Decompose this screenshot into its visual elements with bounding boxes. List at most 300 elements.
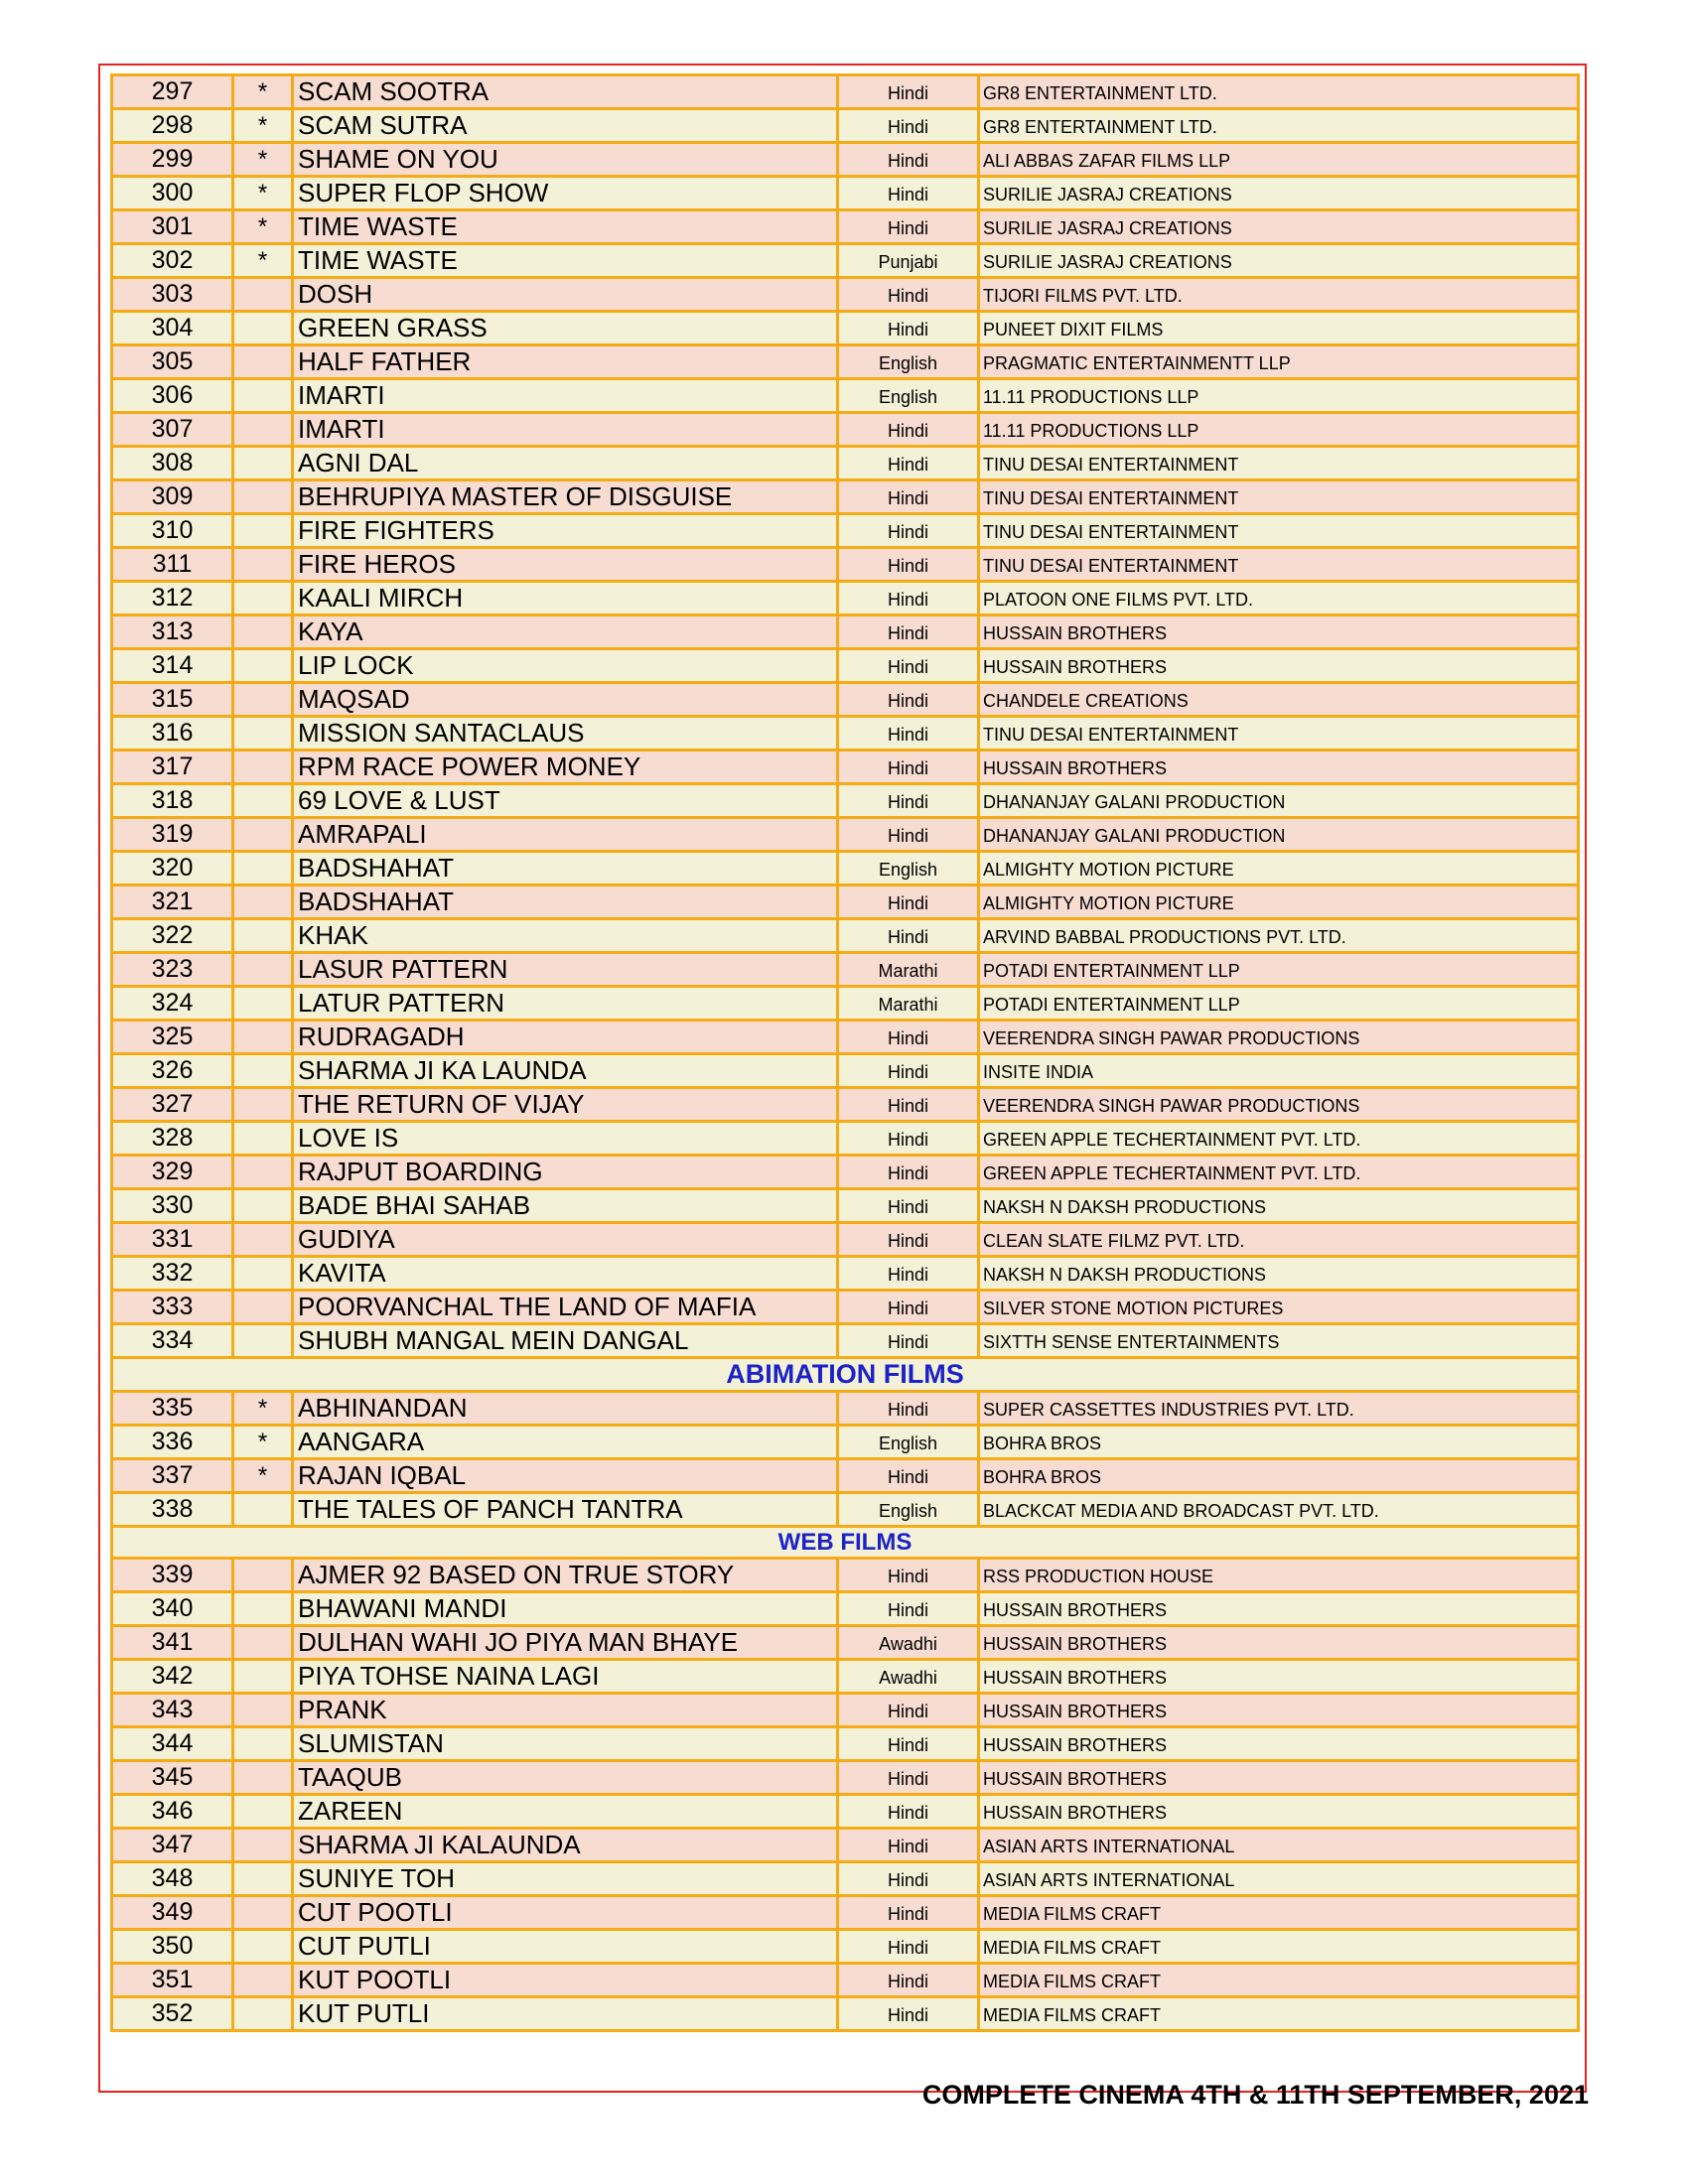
serial-number: 345 — [112, 1761, 233, 1795]
producer-name: VEERENDRA SINGH PAWAR PRODUCTIONS — [979, 1021, 1579, 1054]
serial-number: 347 — [112, 1829, 233, 1862]
producer-name: ASIAN ARTS INTERNATIONAL — [979, 1862, 1579, 1896]
language: Hindi — [838, 514, 979, 548]
film-title: ZAREEN — [293, 1795, 838, 1829]
serial-number: 316 — [112, 717, 233, 751]
film-title: AJMER 92 BASED ON TRUE STORY — [293, 1559, 838, 1592]
producer-name: GREEN APPLE TECHERTAINMENT PVT. LTD. — [979, 1122, 1579, 1156]
table-row — [112, 683, 1579, 717]
star-mark — [233, 1122, 293, 1156]
film-title: AMRAPALI — [293, 818, 838, 852]
language: Hindi — [838, 1223, 979, 1257]
film-title: GREEN GRASS — [293, 312, 838, 345]
film-title: SUPER FLOP SHOW — [293, 177, 838, 210]
star-mark — [233, 1324, 293, 1358]
star-mark — [233, 1592, 293, 1626]
section-heading: WEB FILMS — [112, 1527, 1579, 1559]
producer-name: TINU DESAI ENTERTAINMENT — [979, 548, 1579, 582]
table-row — [112, 379, 1579, 413]
producer-name: ALMIGHTY MOTION PICTURE — [979, 886, 1579, 919]
film-title: LASUR PATTERN — [293, 953, 838, 987]
language: Hindi — [838, 886, 979, 919]
serial-number: 309 — [112, 480, 233, 514]
star-mark — [233, 582, 293, 615]
language: Hindi — [838, 548, 979, 582]
star-mark — [233, 1021, 293, 1054]
film-title: AGNI DAL — [293, 447, 838, 480]
language: Hindi — [838, 447, 979, 480]
film-title: RAJAN IQBAL — [293, 1459, 838, 1493]
language: Hindi — [838, 1862, 979, 1896]
language: Hindi — [838, 1694, 979, 1727]
star-mark: * — [233, 109, 293, 143]
table-row — [112, 109, 1579, 143]
table-row — [112, 1392, 1579, 1426]
star-mark: * — [233, 244, 293, 278]
language: Hindi — [838, 210, 979, 244]
star-mark — [233, 1626, 293, 1660]
film-title: IMARTI — [293, 413, 838, 447]
table-row — [112, 1054, 1579, 1088]
film-title: TIME WASTE — [293, 244, 838, 278]
serial-number: 317 — [112, 751, 233, 784]
producer-name: TIJORI FILMS PVT. LTD. — [979, 278, 1579, 312]
star-mark — [233, 987, 293, 1021]
serial-number: 351 — [112, 1964, 233, 1997]
star-mark — [233, 1761, 293, 1795]
star-mark — [233, 1156, 293, 1189]
star-mark — [233, 480, 293, 514]
serial-number: 324 — [112, 987, 233, 1021]
star-mark — [233, 818, 293, 852]
star-mark: * — [233, 143, 293, 177]
table-row — [112, 1626, 1579, 1660]
table-row — [112, 784, 1579, 818]
star-mark — [233, 649, 293, 683]
table-row — [112, 345, 1579, 379]
table-row — [112, 1088, 1579, 1122]
language: Marathi — [838, 953, 979, 987]
language: Hindi — [838, 1896, 979, 1930]
serial-number: 311 — [112, 548, 233, 582]
star-mark — [233, 717, 293, 751]
serial-number: 330 — [112, 1189, 233, 1223]
producer-name: SIXTTH SENSE ENTERTAINMENTS — [979, 1324, 1579, 1358]
language: Hindi — [838, 1122, 979, 1156]
producer-name: MEDIA FILMS CRAFT — [979, 1964, 1579, 1997]
language: Hindi — [838, 1088, 979, 1122]
star-mark — [233, 784, 293, 818]
serial-number: 322 — [112, 919, 233, 953]
serial-number: 307 — [112, 413, 233, 447]
serial-number: 335 — [112, 1392, 233, 1426]
star-mark — [233, 1896, 293, 1930]
film-title: KAYA — [293, 615, 838, 649]
producer-name: MEDIA FILMS CRAFT — [979, 1930, 1579, 1964]
film-title: RAJPUT BOARDING — [293, 1156, 838, 1189]
producer-name: HUSSAIN BROTHERS — [979, 751, 1579, 784]
star-mark — [233, 413, 293, 447]
serial-number: 320 — [112, 852, 233, 886]
producer-name: ARVIND BABBAL PRODUCTIONS PVT. LTD. — [979, 919, 1579, 953]
table-row — [112, 852, 1579, 886]
serial-number: 342 — [112, 1660, 233, 1694]
film-list-table — [110, 73, 1580, 2032]
producer-name: HUSSAIN BROTHERS — [979, 1761, 1579, 1795]
table-row — [112, 548, 1579, 582]
language: Hindi — [838, 143, 979, 177]
producer-name: 11.11 PRODUCTIONS LLP — [979, 413, 1579, 447]
producer-name: CLEAN SLATE FILMZ PVT. LTD. — [979, 1223, 1579, 1257]
serial-number: 302 — [112, 244, 233, 278]
serial-number: 312 — [112, 582, 233, 615]
film-title: RPM RACE POWER MONEY — [293, 751, 838, 784]
table-row — [112, 649, 1579, 683]
star-mark — [233, 1997, 293, 2031]
producer-name: TINU DESAI ENTERTAINMENT — [979, 480, 1579, 514]
table-row — [112, 143, 1579, 177]
language: Hindi — [838, 109, 979, 143]
film-title: SHARMA JI KALAUNDA — [293, 1829, 838, 1862]
film-title: PIYA TOHSE NAINA LAGI — [293, 1660, 838, 1694]
producer-name: HUSSAIN BROTHERS — [979, 1795, 1579, 1829]
film-title: KAVITA — [293, 1257, 838, 1291]
serial-number: 319 — [112, 818, 233, 852]
language: Awadhi — [838, 1660, 979, 1694]
film-list-body — [112, 75, 1579, 2031]
film-title: KUT POOTLI — [293, 1964, 838, 1997]
serial-number: 350 — [112, 1930, 233, 1964]
film-title: SHUBH MANGAL MEIN DANGAL — [293, 1324, 838, 1358]
producer-name: SURILIE JASRAJ CREATIONS — [979, 177, 1579, 210]
serial-number: 314 — [112, 649, 233, 683]
film-title: THE TALES OF PANCH TANTRA — [293, 1493, 838, 1527]
producer-name: HUSSAIN BROTHERS — [979, 649, 1579, 683]
language: English — [838, 379, 979, 413]
table-row — [112, 582, 1579, 615]
star-mark — [233, 1829, 293, 1862]
serial-number: 329 — [112, 1156, 233, 1189]
language: Hindi — [838, 1291, 979, 1324]
producer-name: POTADI ENTERTAINMENT LLP — [979, 987, 1579, 1021]
language: Hindi — [838, 683, 979, 717]
film-title: KUT PUTLI — [293, 1997, 838, 2031]
star-mark — [233, 852, 293, 886]
star-mark — [233, 1291, 293, 1324]
language: Hindi — [838, 1189, 979, 1223]
producer-name: HUSSAIN BROTHERS — [979, 1592, 1579, 1626]
star-mark — [233, 1660, 293, 1694]
film-title: SCAM SOOTRA — [293, 75, 838, 109]
producer-name: NAKSH N DAKSH PRODUCTIONS — [979, 1189, 1579, 1223]
serial-number: 339 — [112, 1559, 233, 1592]
language: English — [838, 852, 979, 886]
star-mark: * — [233, 1459, 293, 1493]
producer-name: HUSSAIN BROTHERS — [979, 1727, 1579, 1761]
serial-number: 334 — [112, 1324, 233, 1358]
film-title: SLUMISTAN — [293, 1727, 838, 1761]
serial-number: 306 — [112, 379, 233, 413]
star-mark — [233, 1930, 293, 1964]
film-title: BADE BHAI SAHAB — [293, 1189, 838, 1223]
language: Hindi — [838, 1054, 979, 1088]
language: Hindi — [838, 1257, 979, 1291]
serial-number: 331 — [112, 1223, 233, 1257]
producer-name: TINU DESAI ENTERTAINMENT — [979, 717, 1579, 751]
star-mark — [233, 514, 293, 548]
star-mark — [233, 312, 293, 345]
film-title: DULHAN WAHI JO PIYA MAN BHAYE — [293, 1626, 838, 1660]
film-title: FIRE FIGHTERS — [293, 514, 838, 548]
language: Hindi — [838, 75, 979, 109]
star-mark — [233, 1189, 293, 1223]
table-row — [112, 1324, 1579, 1358]
serial-number: 333 — [112, 1291, 233, 1324]
producer-name: HUSSAIN BROTHERS — [979, 615, 1579, 649]
producer-name: PRAGMATIC ENTERTAINMENTT LLP — [979, 345, 1579, 379]
star-mark — [233, 1223, 293, 1257]
star-mark — [233, 548, 293, 582]
producer-name: GREEN APPLE TECHERTAINMENT PVT. LTD. — [979, 1156, 1579, 1189]
serial-number: 310 — [112, 514, 233, 548]
film-title: LOVE IS — [293, 1122, 838, 1156]
language: Hindi — [838, 717, 979, 751]
table-row — [112, 1795, 1579, 1829]
language: Hindi — [838, 615, 979, 649]
producer-name: ASIAN ARTS INTERNATIONAL — [979, 1829, 1579, 1862]
film-title: TAAQUB — [293, 1761, 838, 1795]
serial-number: 344 — [112, 1727, 233, 1761]
film-title: LIP LOCK — [293, 649, 838, 683]
language: Awadhi — [838, 1626, 979, 1660]
table-row — [112, 615, 1579, 649]
page-frame — [98, 64, 1587, 2093]
producer-name: HUSSAIN BROTHERS — [979, 1626, 1579, 1660]
film-title: FIRE HEROS — [293, 548, 838, 582]
film-title: ABHINANDAN — [293, 1392, 838, 1426]
language: Hindi — [838, 818, 979, 852]
star-mark — [233, 1088, 293, 1122]
table-row — [112, 953, 1579, 987]
star-mark: * — [233, 1392, 293, 1426]
star-mark — [233, 278, 293, 312]
table-row — [112, 480, 1579, 514]
film-title: POORVANCHAL THE LAND OF MAFIA — [293, 1291, 838, 1324]
serial-number: 305 — [112, 345, 233, 379]
producer-name: MEDIA FILMS CRAFT — [979, 1997, 1579, 2031]
star-mark — [233, 615, 293, 649]
language: Hindi — [838, 1392, 979, 1426]
film-title: CUT POOTLI — [293, 1896, 838, 1930]
film-title: AANGARA — [293, 1426, 838, 1459]
producer-name: SURILIE JASRAJ CREATIONS — [979, 244, 1579, 278]
film-title: LATUR PATTERN — [293, 987, 838, 1021]
star-mark — [233, 345, 293, 379]
table-row — [112, 717, 1579, 751]
table-row — [112, 1862, 1579, 1896]
table-row — [112, 1660, 1579, 1694]
film-title: BADSHAHAT — [293, 886, 838, 919]
table-row — [112, 1997, 1579, 2031]
film-title: KHAK — [293, 919, 838, 953]
film-title: BEHRUPIYA MASTER OF DISGUISE — [293, 480, 838, 514]
serial-number: 349 — [112, 1896, 233, 1930]
producer-name: HUSSAIN BROTHERS — [979, 1694, 1579, 1727]
star-mark — [233, 1727, 293, 1761]
table-row — [112, 1964, 1579, 1997]
table-row — [112, 1761, 1579, 1795]
serial-number: 318 — [112, 784, 233, 818]
section-heading-row — [112, 1358, 1579, 1392]
serial-number: 299 — [112, 143, 233, 177]
serial-number: 323 — [112, 953, 233, 987]
table-row — [112, 1829, 1579, 1862]
film-title: PRANK — [293, 1694, 838, 1727]
star-mark — [233, 1257, 293, 1291]
producer-name: ALI ABBAS ZAFAR FILMS LLP — [979, 143, 1579, 177]
film-title: CUT PUTLI — [293, 1930, 838, 1964]
table-row — [112, 312, 1579, 345]
language: Hindi — [838, 413, 979, 447]
table-row — [112, 1021, 1579, 1054]
serial-number: 327 — [112, 1088, 233, 1122]
producer-name: POTADI ENTERTAINMENT LLP — [979, 953, 1579, 987]
star-mark: * — [233, 177, 293, 210]
table-row — [112, 1559, 1579, 1592]
serial-number: 336 — [112, 1426, 233, 1459]
producer-name: VEERENDRA SINGH PAWAR PRODUCTIONS — [979, 1088, 1579, 1122]
film-title: TIME WASTE — [293, 210, 838, 244]
language: Hindi — [838, 1324, 979, 1358]
table-row — [112, 1223, 1579, 1257]
film-title: RUDRAGADH — [293, 1021, 838, 1054]
film-title: THE RETURN OF VIJAY — [293, 1088, 838, 1122]
language: Hindi — [838, 480, 979, 514]
film-title: MISSION SANTACLAUS — [293, 717, 838, 751]
table-row — [112, 1896, 1579, 1930]
film-title: DOSH — [293, 278, 838, 312]
language: Hindi — [838, 919, 979, 953]
language: Hindi — [838, 1156, 979, 1189]
table-row — [112, 413, 1579, 447]
producer-name: 11.11 PRODUCTIONS LLP — [979, 379, 1579, 413]
producer-name: TINU DESAI ENTERTAINMENT — [979, 447, 1579, 480]
language: Hindi — [838, 1761, 979, 1795]
serial-number: 308 — [112, 447, 233, 480]
producer-name: GR8 ENTERTAINMENT LTD. — [979, 109, 1579, 143]
serial-number: 343 — [112, 1694, 233, 1727]
section-heading: ABIMATION FILMS — [112, 1358, 1579, 1392]
language: Marathi — [838, 987, 979, 1021]
film-title: SUNIYE TOH — [293, 1862, 838, 1896]
language: Hindi — [838, 1559, 979, 1592]
language: Hindi — [838, 1829, 979, 1862]
star-mark — [233, 919, 293, 953]
table-row — [112, 278, 1579, 312]
star-mark — [233, 1054, 293, 1088]
table-row — [112, 1592, 1579, 1626]
table-row — [112, 1122, 1579, 1156]
producer-name: HUSSAIN BROTHERS — [979, 1660, 1579, 1694]
serial-number: 337 — [112, 1459, 233, 1493]
producer-name: PLATOON ONE FILMS PVT. LTD. — [979, 582, 1579, 615]
film-title: 69 LOVE & LUST — [293, 784, 838, 818]
producer-name: BOHRA BROS — [979, 1459, 1579, 1493]
language: English — [838, 1426, 979, 1459]
table-row — [112, 1459, 1579, 1493]
table-row — [112, 1493, 1579, 1527]
star-mark: * — [233, 1426, 293, 1459]
table-row — [112, 210, 1579, 244]
footer-caption: COMPLETE CINEMA 4TH & 11TH SEPTEMBER, 2021 — [921, 2080, 1589, 2110]
language: Hindi — [838, 1964, 979, 1997]
table-row — [112, 818, 1579, 852]
film-title: KAALI MIRCH — [293, 582, 838, 615]
producer-name: SURILIE JASRAJ CREATIONS — [979, 210, 1579, 244]
film-title: BADSHAHAT — [293, 852, 838, 886]
producer-name: SILVER STONE MOTION PICTURES — [979, 1291, 1579, 1324]
producer-name: NAKSH N DAKSH PRODUCTIONS — [979, 1257, 1579, 1291]
language: Hindi — [838, 582, 979, 615]
language: Hindi — [838, 751, 979, 784]
serial-number: 332 — [112, 1257, 233, 1291]
star-mark — [233, 1493, 293, 1527]
film-title: BHAWANI MANDI — [293, 1592, 838, 1626]
star-mark — [233, 751, 293, 784]
serial-number: 341 — [112, 1626, 233, 1660]
star-mark — [233, 1559, 293, 1592]
table-row — [112, 1291, 1579, 1324]
serial-number: 321 — [112, 886, 233, 919]
language: Hindi — [838, 1021, 979, 1054]
producer-name: GR8 ENTERTAINMENT LTD. — [979, 75, 1579, 109]
table-row — [112, 1426, 1579, 1459]
producer-name: ALMIGHTY MOTION PICTURE — [979, 852, 1579, 886]
language: Hindi — [838, 312, 979, 345]
table-row — [112, 886, 1579, 919]
table-row — [112, 1257, 1579, 1291]
section-heading-row — [112, 1527, 1579, 1559]
language: Hindi — [838, 1459, 979, 1493]
producer-name: MEDIA FILMS CRAFT — [979, 1896, 1579, 1930]
film-title: MAQSAD — [293, 683, 838, 717]
film-title: SCAM SUTRA — [293, 109, 838, 143]
language: Hindi — [838, 278, 979, 312]
film-title: HALF FATHER — [293, 345, 838, 379]
serial-number: 303 — [112, 278, 233, 312]
film-title: SHAME ON YOU — [293, 143, 838, 177]
star-mark — [233, 1862, 293, 1896]
table-row — [112, 751, 1579, 784]
producer-name: INSITE INDIA — [979, 1054, 1579, 1088]
serial-number: 328 — [112, 1122, 233, 1156]
serial-number: 338 — [112, 1493, 233, 1527]
serial-number: 348 — [112, 1862, 233, 1896]
serial-number: 315 — [112, 683, 233, 717]
table-row — [112, 514, 1579, 548]
producer-name: SUPER CASSETTES INDUSTRIES PVT. LTD. — [979, 1392, 1579, 1426]
language: Hindi — [838, 1592, 979, 1626]
table-row — [112, 75, 1579, 109]
producer-name: PUNEET DIXIT FILMS — [979, 312, 1579, 345]
table-row — [112, 244, 1579, 278]
producer-name: BOHRA BROS — [979, 1426, 1579, 1459]
serial-number: 326 — [112, 1054, 233, 1088]
serial-number: 325 — [112, 1021, 233, 1054]
film-title: IMARTI — [293, 379, 838, 413]
star-mark — [233, 1795, 293, 1829]
serial-number: 297 — [112, 75, 233, 109]
